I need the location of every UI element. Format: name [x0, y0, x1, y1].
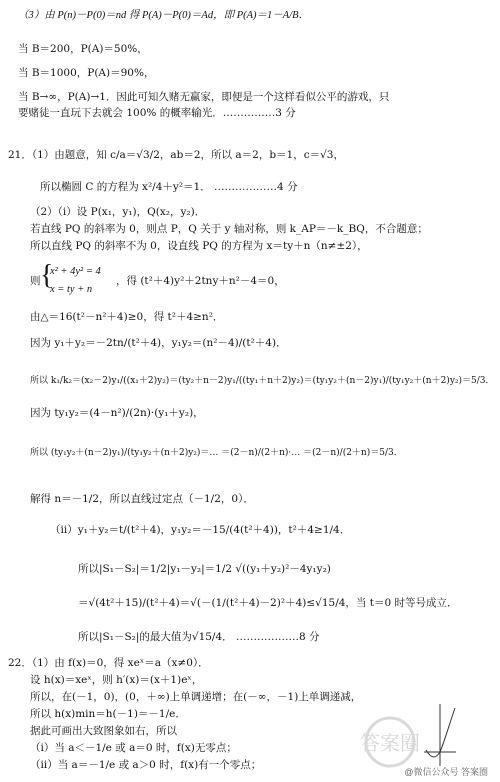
watermark-text: 答案圈 — [360, 731, 420, 755]
problem22-min-line: 所以 h(x)min＝h(－1)＝－1/e． — [30, 708, 186, 720]
problem21-area-line: 所以|S₁－S₂|＝1/2|y₁－y₂|＝1/2 √((y₁＋y₂)²－4y₁y₂) — [78, 563, 331, 575]
problem22-h-line: 设 h(x)＝xeˣ，则 h′(x)＝(x＋1)eˣ， — [30, 674, 203, 686]
problem21-system-bottom: x = ty + n — [50, 284, 93, 295]
problem22-case-ii-line: （ⅱ）当 a＝－1/e 或 a＞0 时，f(x)有一个零点； — [30, 759, 262, 771]
problem21-vieta-line: 因为 y₁＋y₂＝－2tn/(t²＋4)，y₁y₂＝(n²－4)/(t²＋4)． — [30, 337, 287, 349]
problem20-case-b200: 当 B＝200，P(A)＝50%， — [18, 43, 148, 55]
system-brace: { — [40, 260, 54, 291]
problem20-case-b1000: 当 B＝1000，P(A)＝90%， — [18, 67, 155, 79]
problem21-area-eq-line: ＝√(4t²＋15)/(t²＋4)＝√(－(1/(t²＋4)－2)²＋4)≤√15/4，当 t＝0 时等号成立． — [78, 597, 458, 609]
problem21-part2-i-line: （2）（i）设 P(x₁，y₁)，Q(x₂，y₂)． — [30, 206, 206, 218]
problem21-long-line: 所以 (ty₁y₂＋(n－2)y₁)/(ty₁y₂＋(n＋2)y₂)＝… ＝(2－n)/(2＋n)·… ＝(2－n)/(2＋n)＝5/3． — [30, 448, 403, 458]
problem21-part2-ii-line: （ii）y₁＋y₂＝t/(t²＋4)，y₁y₂＝－15/(4(t²＋4))，t²＋4≥1/4． — [50, 524, 351, 536]
problem22-case-i-line: （ⅰ）当 a＜－1/e 或 a＝0 时，f(x)无零点； — [30, 742, 237, 754]
problem21-delta-line: 由△＝16(t²－n²＋4)≥0，得 t²＋4≥n²． — [30, 311, 224, 323]
problem21-slope0-line: 若直线 PQ 的斜率为 0，则点 P，Q 关于 y 轴对称，则 k_AP＝－k_BQ，不合题意； — [30, 223, 428, 235]
problem21-product-line: 因为 ty₁y₂＝(4－n²)/(2n)·(y₁＋y₂)， — [30, 407, 204, 419]
problem21-line-eq: 所以直线 PQ 的斜率不为 0，设直线 PQ 的方程为 x＝ty＋n（n≠±2）， — [30, 240, 368, 252]
problem20-part3-line1: （3）由 P(n)－P(0)＝nd 得 P(A)－P(0)＝Ad，即 P(A)＝1－A/B． — [18, 10, 310, 21]
problem21-ratio-line: 所以 k₁/k₂＝(x₂－2)y₁/((x₁＋2)y₂)＝(ty₂＋n－2)y₁/((ty₁＋n＋2)y₂)＝(ty₁y₂＋(n－2)y₁)/(ty₁y₂＋(n＋2)y₂)＝5/3． — [30, 376, 495, 386]
problem21-max-line: 所以|S₁－S₂|的最大值为√15/4． ………………8 分 — [78, 631, 320, 643]
problem21-solve-line: 解得 n＝－1/2，所以直线过定点（－1/2，0）． — [30, 493, 254, 505]
problem22-part1-line: 22．（1）由 f(x)＝0，得 xeˣ＝a（x≠0）． — [8, 657, 209, 669]
problem21-part1-line: 21．（1）由题意，知 c/a＝√3/2，ab＝2，所以 a＝2，b＝1，c＝√3， — [8, 149, 344, 161]
problem21-ellipse-line: 所以椭圆 C 的方程为 x²/4＋y²＝1． ………………4 分 — [40, 181, 298, 193]
problem20-case-infinity-2: 要赌徒一直玩下去就会 100% 的概率输光．……………3 分 — [18, 107, 296, 119]
problem22-monotone-line: 所以，在(－1，0)，(0，＋∞)上单调递增；在(－∞，－1)上单调递减， — [30, 691, 362, 703]
problem21-system-prefix: 则 — [30, 275, 41, 287]
problem21-system-top: x² + 4y² = 4 — [50, 266, 101, 277]
watermark-caption: @微信公众号 答案圈 — [404, 767, 488, 777]
problem21-system-result: ，得 (t²＋4)y²＋2tny＋n²－4＝0， — [116, 275, 285, 287]
problem22-graph-line: 据此可画出大致图象如右，所以 — [30, 725, 177, 737]
problem20-case-infinity-1: 当 B→∞，P(A)→1．因此可知久赌无赢家，即便是一个这样看似公平的游戏，只 — [18, 91, 390, 103]
